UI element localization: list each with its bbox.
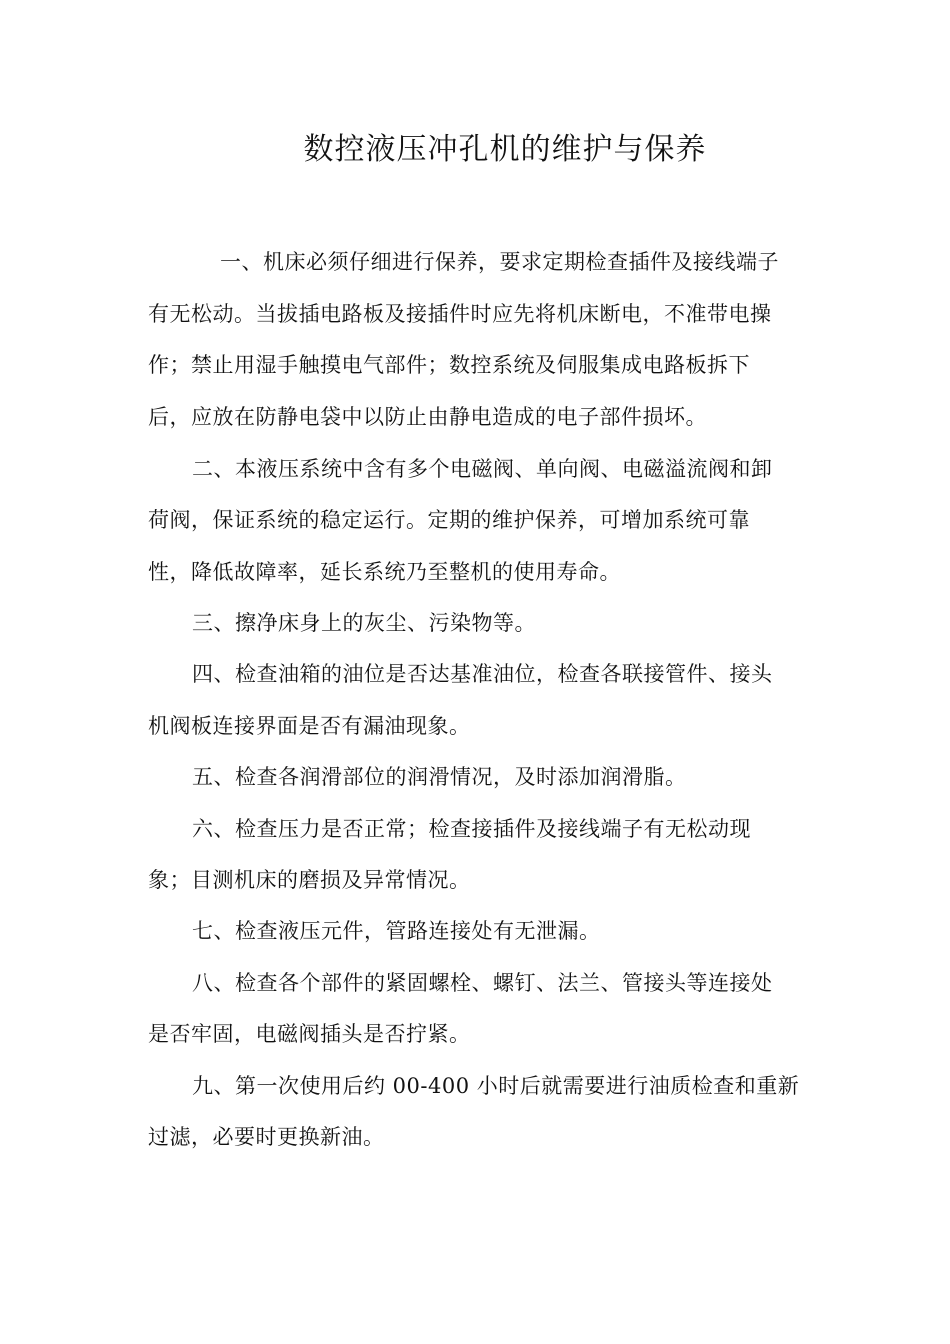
paragraph-1-line-2: 有无松动。当拔插电路板及接插件时应先将机床断电，不准带电操 [148, 302, 772, 326]
paragraph-9-line-1: 九、第一次使用后约 00-400 小时后就需要进行油质检查和重新 [192, 1074, 800, 1098]
paragraph-7-line-1: 七、检查液压元件，管路连接处有无泄漏。 [192, 919, 601, 943]
paragraph-2-line-1: 二、本液压系统中含有多个电磁阀、单向阀、电磁溢流阀和卸 [192, 457, 773, 481]
paragraph-6-line-2: 象；目测机床的磨损及异常情况。 [148, 868, 471, 892]
paragraph-4-line-1: 四、检查油箱的油位是否达基准油位，检查各联接管件、接头 [192, 662, 773, 686]
paragraph-8-line-2: 是否牢固，电磁阀插头是否拧紧。 [148, 1022, 471, 1046]
document-title: 数控液压冲孔机的维护与保养 [303, 132, 707, 167]
paragraph-3-line-1: 三、擦净床身上的灰尘、污染物等。 [192, 611, 536, 635]
paragraph-2-line-3: 性，降低故障率，延长系统乃至整机的使用寿命。 [148, 560, 621, 584]
paragraph-1-line-1: 一、机床必须仔细进行保养，要求定期检查插件及接线端子 [220, 250, 779, 274]
paragraph-4-line-2: 机阀板连接界面是否有漏油现象。 [148, 714, 471, 738]
paragraph-8-line-1: 八、检查各个部件的紧固螺栓、螺钉、法兰、管接头等连接处 [192, 971, 773, 995]
paragraph-6-line-1: 六、检查压力是否正常；检查接插件及接线端子有无松动现 [192, 817, 751, 841]
paragraph-2-line-2: 荷阀，保证系统的稳定运行。定期的维护保养，可增加系统可靠 [148, 508, 750, 532]
paragraph-9-line-2: 过滤，必要时更换新油。 [148, 1125, 385, 1149]
paragraph-1-line-3: 作；禁止用湿手触摸电气部件；数控系统及伺服集成电路板拆下 [148, 353, 750, 377]
paragraph-5-line-1: 五、检查各润滑部位的润滑情况，及时添加润滑脂。 [192, 765, 687, 789]
paragraph-1-line-4: 后，应放在防静电袋中以防止由静电造成的电子部件损坏。 [148, 405, 707, 429]
